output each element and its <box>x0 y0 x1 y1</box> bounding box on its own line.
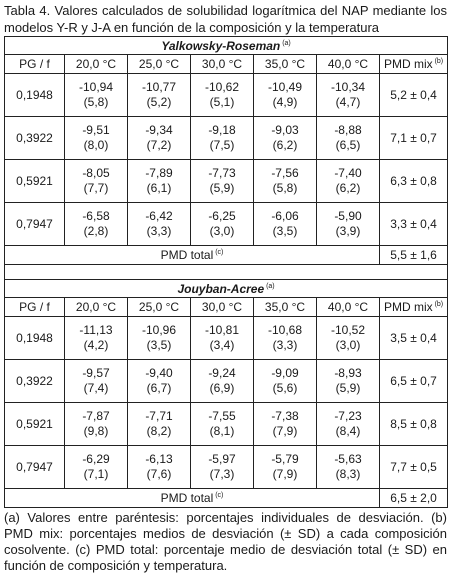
deviation-value: (3,5) <box>146 338 172 352</box>
log-solubility-value: -6,25 <box>208 209 236 223</box>
log-solubility-value: -11,13 <box>79 323 113 337</box>
column-header-text: 30,0 °C <box>201 300 243 314</box>
column-header <box>317 55 380 74</box>
column-header-text: PMD mix <box>383 300 433 314</box>
solubility-cell <box>254 317 317 360</box>
table-row <box>5 203 448 246</box>
pmd-mix-value: 8,5 ± 0,8 <box>380 403 448 446</box>
log-solubility-value: -9,03 <box>271 123 299 137</box>
deviation-value: (5,8) <box>272 181 298 195</box>
log-solubility-value: -10,68 <box>267 323 303 337</box>
column-header <box>128 55 191 74</box>
solubility-cell <box>128 360 191 403</box>
solubility-cell <box>191 403 254 446</box>
deviation-value: (9,8) <box>83 424 109 438</box>
solubility-cell <box>317 160 380 203</box>
deviation-value: (2,8) <box>83 224 109 238</box>
pmd-mix-value: 6,5 ± 0,7 <box>380 360 448 403</box>
column-header <box>380 298 448 317</box>
solubility-cell <box>254 117 317 160</box>
solubility-cell <box>317 360 380 403</box>
log-solubility-value: -9,24 <box>208 366 236 380</box>
table-caption: Tabla 4. Valores calculados de solubilidad logarítmica del NAP mediante los modelos Y-R y J-A en función de la composición y la temperatura <box>4 3 447 35</box>
solubility-cell <box>65 160 128 203</box>
column-header-text: 35,0 °C <box>264 300 306 314</box>
deviation-value: (3,5) <box>272 224 298 238</box>
column-header-text: 25,0 °C <box>138 300 180 314</box>
solubility-cell <box>128 203 191 246</box>
solubility-cell <box>317 446 380 489</box>
solubility-cell <box>191 74 254 117</box>
solubility-cell <box>191 317 254 360</box>
log-solubility-value: -9,34 <box>145 123 173 137</box>
log-solubility-value: -6,29 <box>82 452 110 466</box>
log-solubility-value: -7,23 <box>334 409 362 423</box>
deviation-value: (7,7) <box>83 181 109 195</box>
pmd-mix-value: 5,2 ± 0,4 <box>380 74 448 117</box>
solubility-table <box>4 36 448 508</box>
solubility-cell <box>317 203 380 246</box>
log-solubility-value: -9,40 <box>145 366 173 380</box>
column-header-text: 20,0 °C <box>75 57 117 71</box>
solubility-cell <box>128 403 191 446</box>
table-row <box>5 403 448 446</box>
deviation-value: (5,8) <box>83 95 109 109</box>
log-solubility-value: -9,51 <box>82 123 110 137</box>
log-solubility-value: -7,73 <box>208 166 236 180</box>
deviation-value: (3,9) <box>335 224 361 238</box>
section-title <box>5 37 448 55</box>
log-solubility-value: -7,89 <box>145 166 173 180</box>
solubility-cell <box>191 446 254 489</box>
solubility-cell <box>65 317 128 360</box>
pmd-mix-value: 7,1 ± 0,7 <box>380 117 448 160</box>
column-header <box>5 298 65 317</box>
column-header <box>317 298 380 317</box>
column-header-text: 40,0 °C <box>327 57 369 71</box>
log-solubility-value: -8,88 <box>334 123 362 137</box>
cosolvent-fraction: 0,3922 <box>5 117 65 160</box>
pmd-mix-value: 7,7 ± 0,5 <box>380 446 448 489</box>
column-header <box>65 298 128 317</box>
solubility-cell <box>191 203 254 246</box>
log-solubility-value: -10,94 <box>78 80 114 94</box>
pmd-total-note: (c) <box>213 492 224 499</box>
solubility-cell <box>191 160 254 203</box>
table-row <box>5 74 448 117</box>
solubility-cell <box>317 74 380 117</box>
column-header-text: 40,0 °C <box>327 300 369 314</box>
solubility-cell <box>317 117 380 160</box>
column-header <box>191 298 254 317</box>
solubility-cell <box>65 203 128 246</box>
deviation-value: (5,1) <box>209 95 235 109</box>
log-solubility-value: -7,56 <box>271 166 299 180</box>
deviation-value: (3,3) <box>146 224 172 238</box>
log-solubility-value: -10,49 <box>267 80 303 94</box>
column-header-text: 20,0 °C <box>75 300 117 314</box>
section-title-text: Jouyban-Acree <box>177 281 265 296</box>
column-header-text: 30,0 °C <box>201 57 243 71</box>
log-solubility-value: -6,58 <box>82 209 110 223</box>
solubility-cell <box>191 117 254 160</box>
column-header <box>254 55 317 74</box>
deviation-value: (8,3) <box>335 467 361 481</box>
cosolvent-fraction: 0,7947 <box>5 203 65 246</box>
section-title-note: (a) <box>280 39 291 47</box>
log-solubility-value: -8,05 <box>82 166 110 180</box>
log-solubility-value: -5,63 <box>334 452 362 466</box>
log-solubility-value: -9,57 <box>82 366 110 380</box>
log-solubility-value: -10,52 <box>330 323 366 337</box>
deviation-value: (5,6) <box>272 381 298 395</box>
solubility-cell <box>317 317 380 360</box>
deviation-value: (7,3) <box>209 467 235 481</box>
cosolvent-fraction: 0,1948 <box>5 317 65 360</box>
log-solubility-value: -6,06 <box>271 209 299 223</box>
table-page <box>4 2 447 574</box>
pmd-total-label-text: PMD total <box>160 248 214 262</box>
deviation-value: (7,9) <box>272 424 298 438</box>
table-row <box>5 446 448 489</box>
column-header <box>254 298 317 317</box>
deviation-value: (6,7) <box>146 381 172 395</box>
solubility-cell <box>65 74 128 117</box>
log-solubility-value: -5,79 <box>271 452 299 466</box>
deviation-value: (3,3) <box>272 338 298 352</box>
pmd-total-label <box>5 246 380 265</box>
deviation-value: (3,4) <box>209 338 235 352</box>
solubility-cell <box>254 74 317 117</box>
deviation-value: (6,2) <box>335 181 361 195</box>
solubility-cell <box>254 360 317 403</box>
pmd-mix-value: 3,5 ± 0,4 <box>380 317 448 360</box>
solubility-cell <box>254 160 317 203</box>
column-header <box>191 55 254 74</box>
deviation-value: (7,2) <box>146 138 172 152</box>
deviation-value: (6,2) <box>272 138 298 152</box>
column-header-row <box>5 298 448 317</box>
deviation-value: (8,1) <box>209 424 235 438</box>
deviation-value: (4,9) <box>272 95 298 109</box>
solubility-cell <box>254 203 317 246</box>
solubility-cell <box>65 360 128 403</box>
deviation-value: (6,1) <box>146 181 172 195</box>
solubility-cell <box>128 317 191 360</box>
log-solubility-value: -7,55 <box>208 409 236 423</box>
log-solubility-value: -10,34 <box>330 80 366 94</box>
deviation-value: (7,1) <box>83 467 109 481</box>
table-footnote: (a) Valores entre paréntesis: porcentajes individuales de desviación. (b) PMD mix: porcentajes medios de desviación (± SD) a cada composición cosolvente. (c) PMD total: porcentaje medio de desviación total (± SD) en función de composición y temperatura. <box>4 510 447 573</box>
deviation-value: (3,0) <box>209 224 235 238</box>
deviation-value: (8,2) <box>146 424 172 438</box>
solubility-cell <box>317 403 380 446</box>
solubility-cell <box>65 403 128 446</box>
column-header <box>128 298 191 317</box>
table-row <box>5 117 448 160</box>
column-header <box>380 55 448 74</box>
pmd-total-label <box>5 489 380 508</box>
pmd-mix-value: 6,3 ± 0,8 <box>380 160 448 203</box>
log-solubility-value: -10,62 <box>204 80 240 94</box>
cosolvent-fraction: 0,5921 <box>5 160 65 203</box>
table-row <box>5 317 448 360</box>
deviation-value: (4,7) <box>335 95 361 109</box>
solubility-cell <box>128 160 191 203</box>
pmd-mix-value: 3,3 ± 0,4 <box>380 203 448 246</box>
solubility-cell <box>65 446 128 489</box>
table-row <box>5 360 448 403</box>
deviation-value: (8,0) <box>83 138 109 152</box>
pmd-total-row <box>5 489 448 508</box>
section-spacer <box>5 265 448 280</box>
solubility-cell <box>191 360 254 403</box>
solubility-cell <box>254 403 317 446</box>
pmd-total-value: 6,5 ± 2,0 <box>380 489 448 508</box>
log-solubility-value: -6,13 <box>145 452 173 466</box>
section-title <box>5 280 448 298</box>
deviation-value: (5,2) <box>146 95 172 109</box>
deviation-value: (8,4) <box>335 424 361 438</box>
column-header-text: 35,0 °C <box>264 57 306 71</box>
column-header-text: PMD mix <box>383 57 433 71</box>
cosolvent-fraction: 0,3922 <box>5 360 65 403</box>
section-title-row <box>5 280 448 298</box>
cosolvent-fraction: 0,7947 <box>5 446 65 489</box>
log-solubility-value: -7,38 <box>271 409 299 423</box>
log-solubility-value: -10,81 <box>204 323 240 337</box>
column-header-text: 25,0 °C <box>138 57 180 71</box>
section-title-text: Yalkowsky-Roseman <box>161 38 281 53</box>
solubility-cell <box>65 117 128 160</box>
column-header-text: PG / f <box>19 57 50 71</box>
deviation-value: (7,9) <box>272 467 298 481</box>
deviation-value: (3,0) <box>335 338 361 352</box>
deviation-value: (7,6) <box>146 467 172 481</box>
log-solubility-value: -6,42 <box>145 209 173 223</box>
log-solubility-value: -7,40 <box>334 166 362 180</box>
deviation-value: (5,9) <box>335 381 361 395</box>
pmd-total-label-text: PMD total <box>160 491 214 505</box>
deviation-value: (6,5) <box>335 138 361 152</box>
column-header-text: PG / f <box>19 300 50 314</box>
log-solubility-value: -9,09 <box>271 366 299 380</box>
section-title-row <box>5 37 448 55</box>
section-title-note: (a) <box>264 282 275 290</box>
solubility-cell <box>254 446 317 489</box>
log-solubility-value: -5,97 <box>208 452 236 466</box>
pmd-total-note: (c) <box>213 249 224 256</box>
cosolvent-fraction: 0,1948 <box>5 74 65 117</box>
column-header-row <box>5 55 448 74</box>
log-solubility-value: -9,18 <box>208 123 236 137</box>
log-solubility-value: -5,90 <box>334 209 362 223</box>
deviation-value: (7,4) <box>83 381 109 395</box>
deviation-value: (4,2) <box>83 338 109 352</box>
solubility-cell <box>128 74 191 117</box>
pmd-total-value: 5,5 ± 1,6 <box>380 246 448 265</box>
column-header-note: (b) <box>432 58 444 65</box>
log-solubility-value: -8,93 <box>334 366 362 380</box>
column-header-note: (b) <box>432 301 444 308</box>
spacer-cell <box>5 265 448 280</box>
column-header <box>65 55 128 74</box>
deviation-value: (6,9) <box>209 381 235 395</box>
solubility-cell <box>128 446 191 489</box>
log-solubility-value: -7,71 <box>145 409 173 423</box>
log-solubility-value: -10,77 <box>141 80 177 94</box>
pmd-total-row <box>5 246 448 265</box>
log-solubility-value: -10,96 <box>141 323 177 337</box>
cosolvent-fraction: 0,5921 <box>5 403 65 446</box>
table-row <box>5 160 448 203</box>
solubility-cell <box>128 117 191 160</box>
deviation-value: (5,9) <box>209 181 235 195</box>
column-header <box>5 55 65 74</box>
deviation-value: (7,5) <box>209 138 235 152</box>
log-solubility-value: -7,87 <box>82 409 110 423</box>
